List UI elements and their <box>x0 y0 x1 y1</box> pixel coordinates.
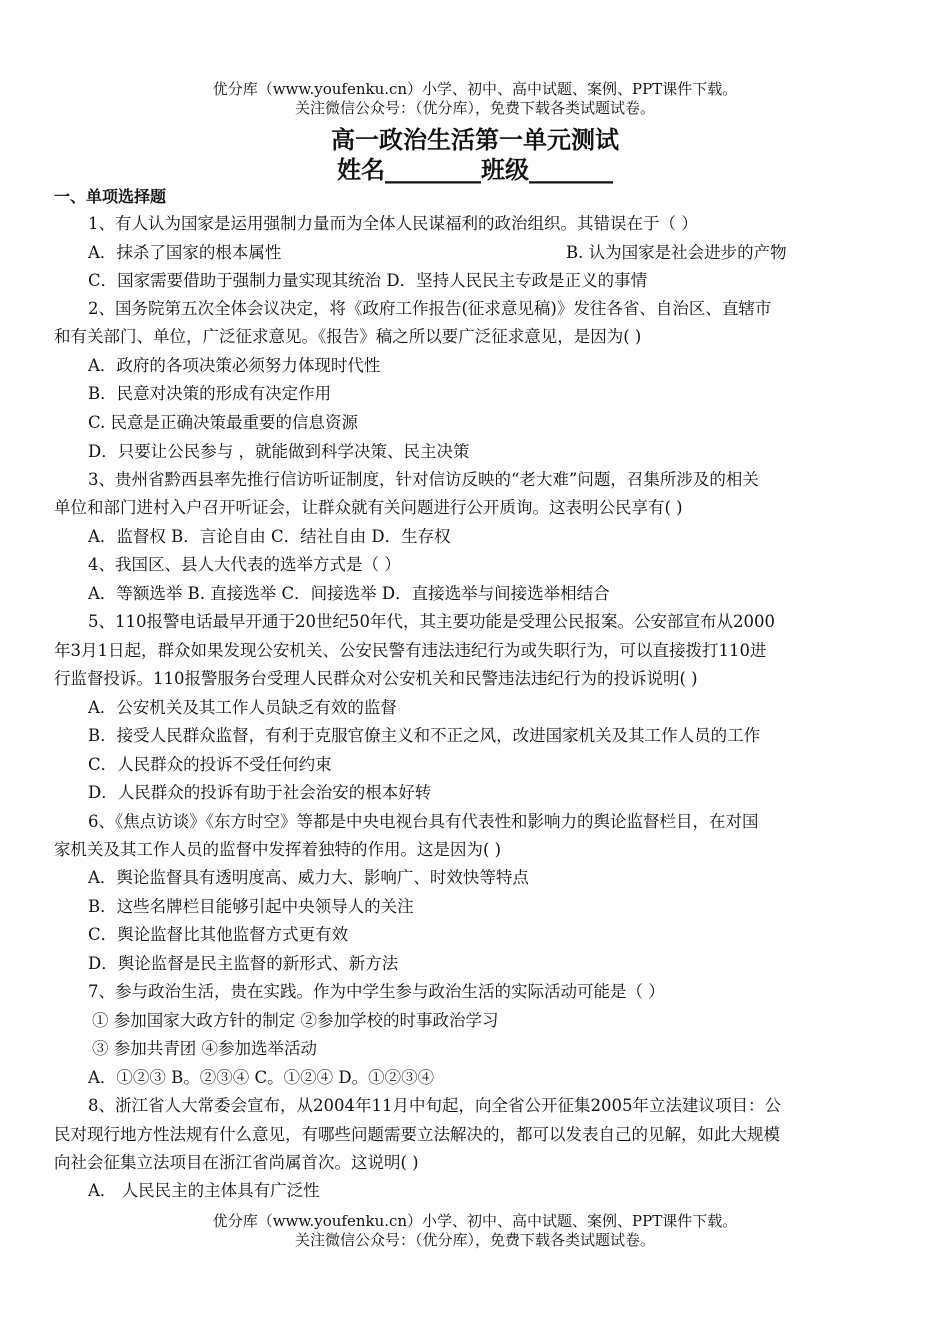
question-5-stem-2: 年3月1日起，群众如果发现公安机关、公安民警有违法违纪行为或失职行为，可以直接拨打110进 <box>54 641 767 660</box>
question-4-options: A．等额选举 B. 直接选举 C．间接选举 D．直接选举与间接选举相结合 <box>88 584 610 603</box>
header-line-2: 关注微信公众号：（优分库），免费下载各类试题试卷。 <box>294 99 655 117</box>
question-6-stem-1: 6、《焦点访谈》《东方时空》等都是中央电视台具有代表性和影响力的舆论监督栏目，在对国 <box>88 812 759 831</box>
question-8-option-a: A． 人民民主的主体具有广泛性 <box>88 1181 320 1200</box>
question-2-stem-1: 2、国务院第五次全体会议决定，将《政府工作报告(征求意见稿)》发往各省、自治区、直辖市 <box>88 299 772 318</box>
question-6-option-d: D．舆论监督是民主监督的新形式、新方法 <box>88 954 399 973</box>
question-4-stem: 4、我国区、县人大代表的选举方式是（ ） <box>88 555 401 574</box>
page-title: 高一政治生活第一单元测试 <box>331 125 619 154</box>
question-5-stem-1: 5、110报警电话最早开通于20世纪50年代，其主要功能是受理公民报案。公安部宣布从2000 <box>88 612 775 631</box>
question-7-statements-2: ③ 参加共青团 ④参加选举活动 <box>92 1039 317 1058</box>
question-5-option-a: A．公安机关及其工作人员缺乏有效的监督 <box>88 698 397 717</box>
question-1-stem: 1、有人认为国家是运用强制力量而为全体人民谋福利的政治组织。其错误在于（ ） <box>88 214 698 233</box>
question-6-stem-2: 家机关及其工作人员的监督中发挥着独特的作用。这是因为( ) <box>54 840 502 859</box>
name-class-line: 姓名________班级_______ <box>337 155 613 184</box>
question-8-stem-2: 民对现行地方性法规有什么意见，有哪些问题需要立法解决的，都可以发表自己的见解，如此大规模 <box>54 1125 780 1144</box>
footer-line-1: 优分库（www.youfenku.cn）小学、初中、高中试题、案例、PPT课件下载。 <box>212 1212 738 1230</box>
footer-line-2: 关注微信公众号：（优分库），免费下载各类试题试卷。 <box>294 1231 655 1249</box>
question-2-stem-2: 和有关部门、单位，广泛征求意见。《报告》稿之所以要广泛征求意见，是因为( ) <box>54 327 642 346</box>
question-3-stem-2: 单位和部门进村入户召开听证会，让群众就有关问题进行公开质询。这表明公民享有( ) <box>54 498 683 517</box>
question-2-option-c: C. 民意是正确决策最重要的信息资源 <box>88 413 359 432</box>
question-2-option-b: B．民意对决策的形成有决定作用 <box>88 384 332 403</box>
question-7-statements-1: ① 参加国家大政方针的制定 ②参加学校的时事政治学习 <box>92 1011 499 1030</box>
section-heading: 一、单项选择题 <box>54 187 167 206</box>
question-5-option-c: C．人民群众的投诉不受任何约束 <box>88 755 332 774</box>
question-1-option-b: B. 认为国家是社会进步的产物 <box>566 243 787 262</box>
question-8-stem-3: 向社会征集立法项目在浙江省尚属首次。这说明( ) <box>54 1153 419 1172</box>
question-6-option-c: C．舆论监督比其他监督方式更有效 <box>88 925 349 944</box>
question-1-options-cd: C．国家需要借助于强制力量实现其统治 D．坚持人民民主专政是正义的事情 <box>88 271 648 290</box>
question-3-options: A．监督权 B．言论自由 C．结社自由 D．生存权 <box>88 527 451 546</box>
question-7-stem: 7、参与政治生活，贵在实践。作为中学生参与政治生活的实际活动可能是（ ） <box>88 982 665 1001</box>
question-2-option-a: A．政府的各项决策必须努力体现时代性 <box>88 356 381 375</box>
question-1-option-a: A．抹杀了国家的根本属性 <box>88 243 282 262</box>
question-5-stem-3: 行监督投诉。110报警服务台受理人民群众对公安机关和民警违法违纪行为的投诉说明( ) <box>54 669 698 688</box>
question-8-stem-1: 8、浙江省人大常委会宣布，从2004年11月中旬起，向全省公开征集2005年立法建议项目：公 <box>88 1096 781 1115</box>
question-6-option-a: A．舆论监督具有透明度高、威力大、影响广、时效快等特点 <box>88 868 529 887</box>
question-5-option-d: D．人民群众的投诉有助于社会治安的根本好转 <box>88 783 432 802</box>
question-5-option-b: B．接受人民群众监督，有利于克服官僚主义和不正之风，改进国家机关及其工作人员的工作 <box>88 726 761 745</box>
question-6-option-b: B．这些名牌栏目能够引起中央领导人的关注 <box>88 897 414 916</box>
question-7-options: A．①②③ B。②③④ C。①②④ D。①②③④ <box>88 1068 435 1087</box>
question-2-option-d: D．只要让公民参与 ，就能做到科学决策、民主决策 <box>88 442 470 461</box>
question-3-stem-1: 3、贵州省黔西县率先推行信访听证制度，针对信访反映的“老大难”问题，召集所涉及的相关 <box>88 470 759 489</box>
header-line-1: 优分库（www.youfenku.cn）小学、初中、高中试题、案例、PPT课件下载。 <box>212 80 738 98</box>
